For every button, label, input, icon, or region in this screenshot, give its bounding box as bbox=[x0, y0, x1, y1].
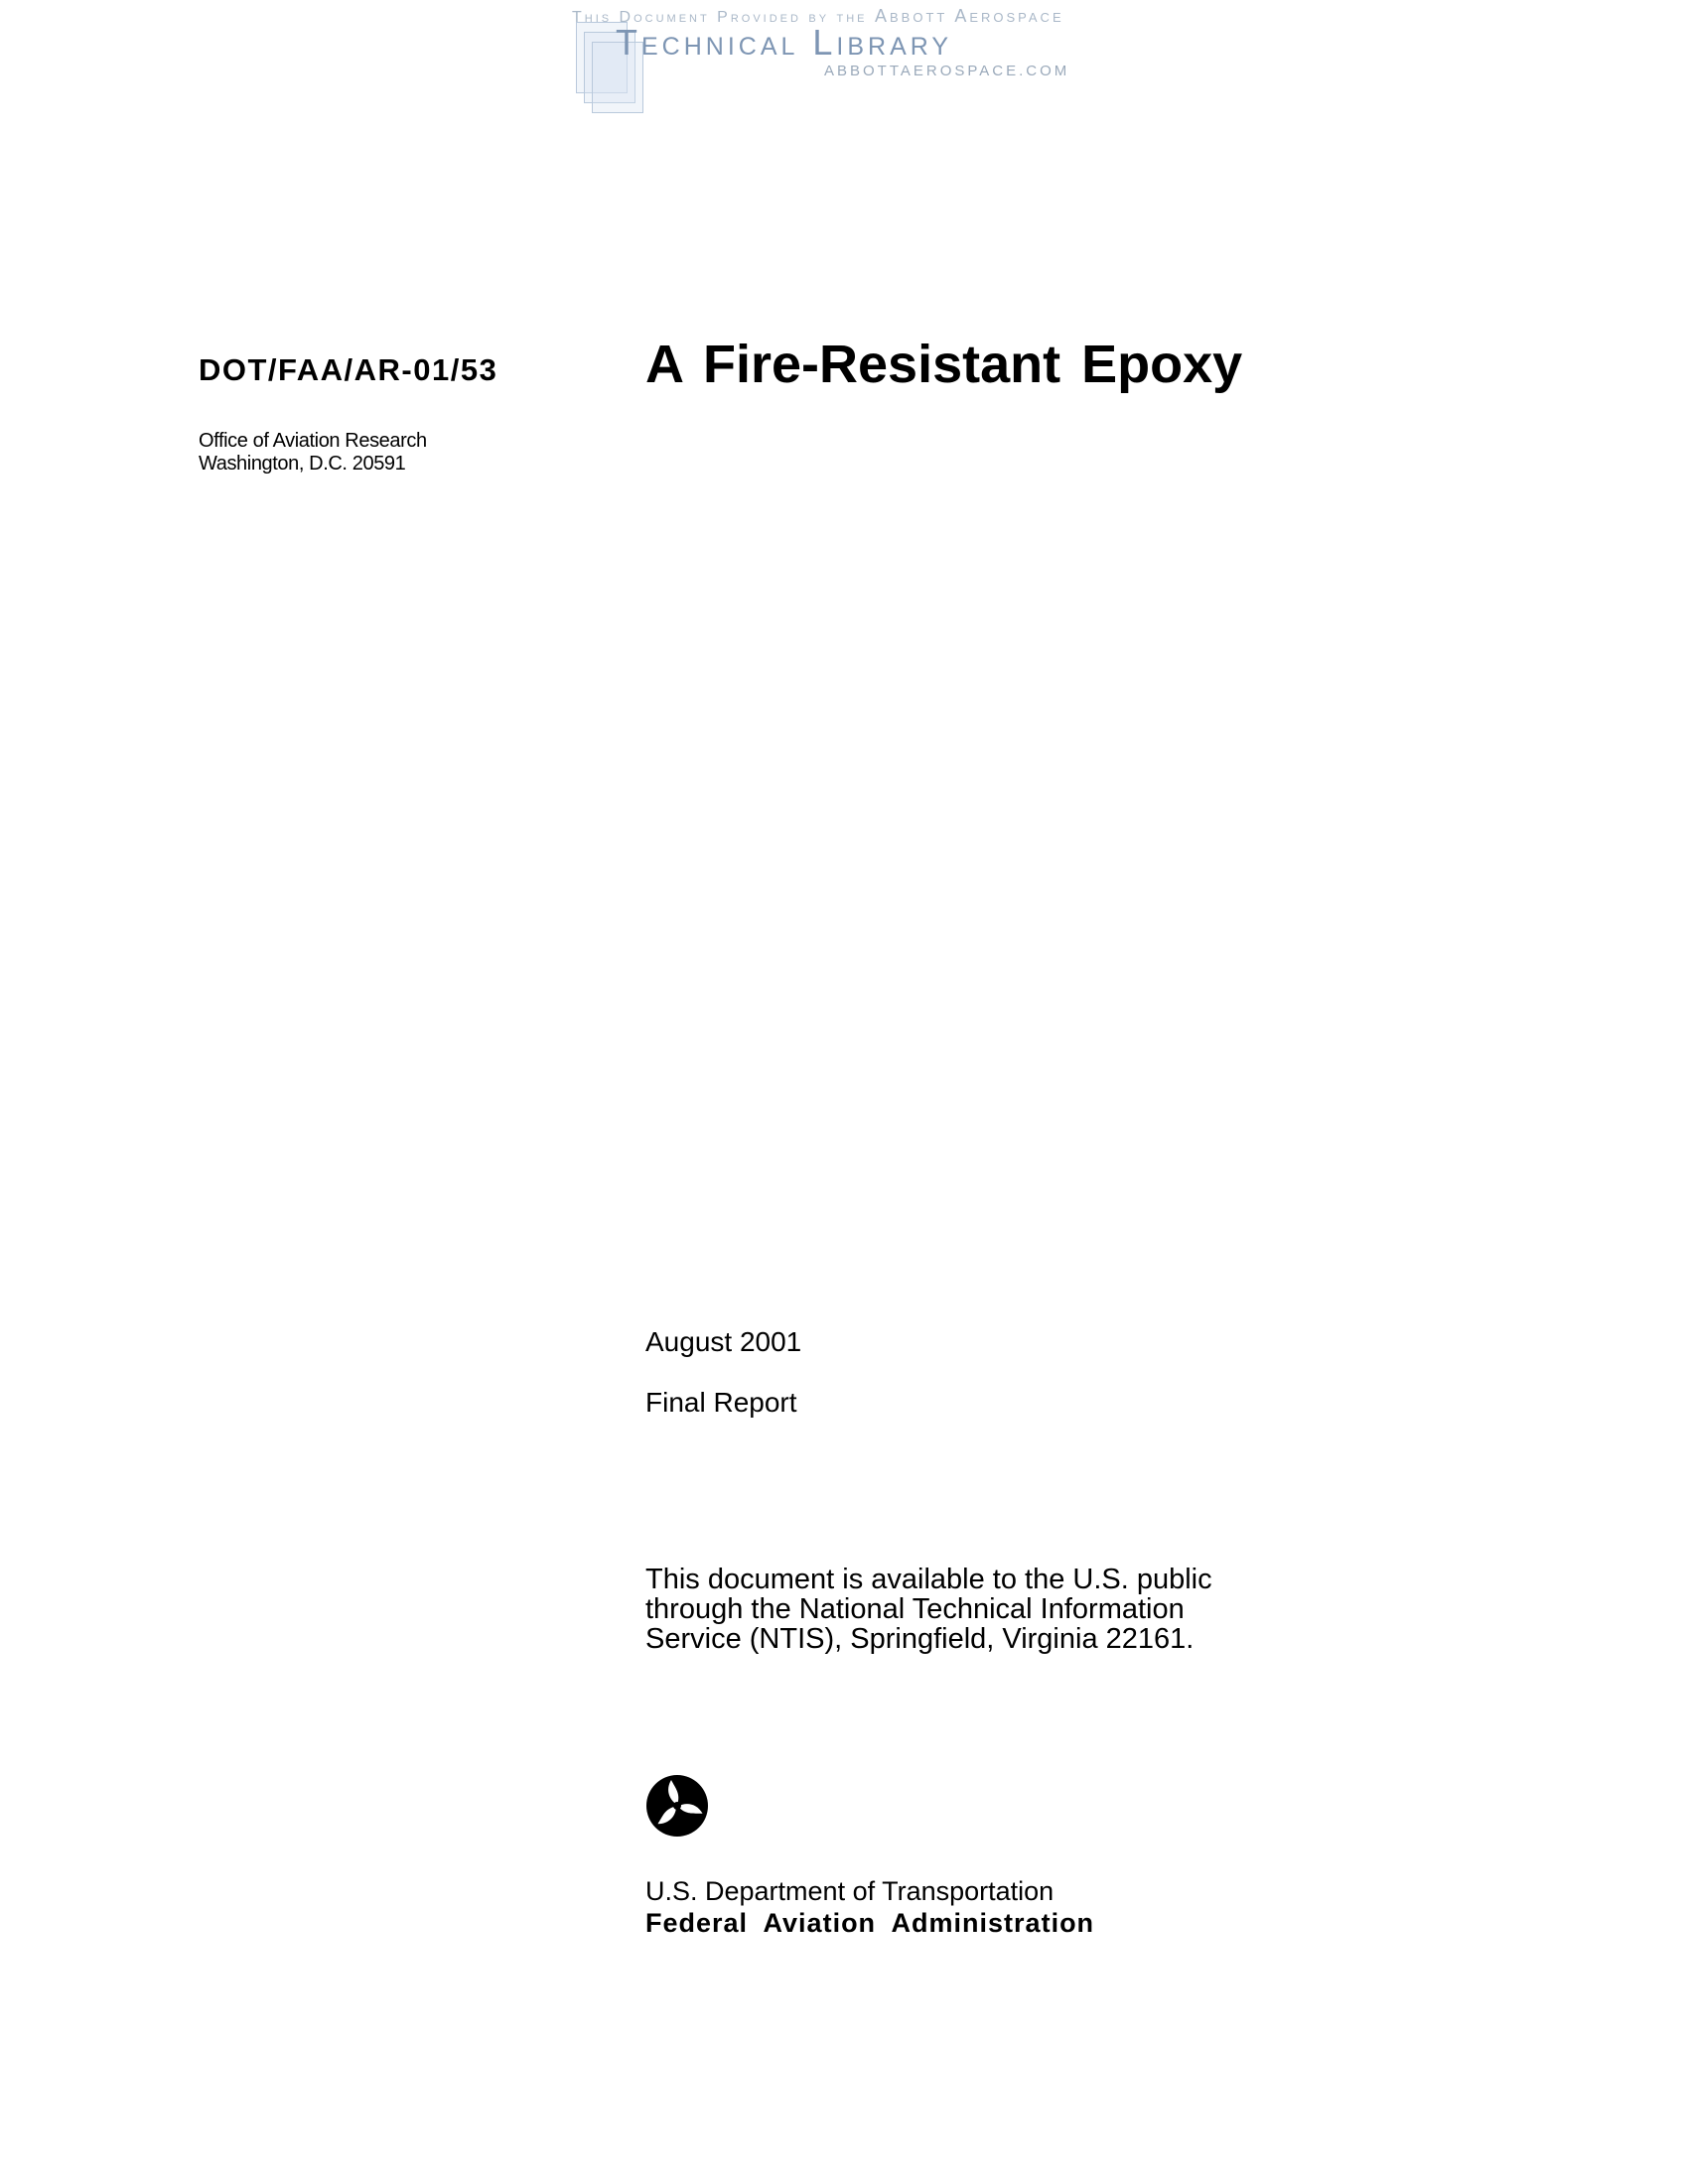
office-name: Office of Aviation Research bbox=[199, 430, 427, 452]
availability-line: Service (NTIS), Springfield, Virginia 22161. bbox=[645, 1623, 1195, 1655]
report-title: A Fire-Resistant Epoxy bbox=[645, 335, 1243, 394]
watermark-provided-by-text: This Document Provided by the bbox=[572, 9, 868, 26]
library-watermark bbox=[566, 4, 1082, 115]
office-city: Washington, D.C. 20591 bbox=[199, 453, 406, 475]
watermark-provider-name: Abbott Aerospace bbox=[874, 6, 1064, 26]
watermark-library-name: Technical Library bbox=[616, 22, 953, 63]
department-name: U.S. Department of Transportation bbox=[645, 1876, 1055, 1906]
watermark-website: ABBOTTAEROSPACE.COM bbox=[824, 63, 1070, 79]
office-address bbox=[199, 430, 427, 476]
agency-name: Federal Aviation Administration bbox=[645, 1908, 1095, 1938]
availability-line: through the National Technical Information bbox=[645, 1593, 1185, 1625]
report-date: August 2001 bbox=[645, 1326, 802, 1357]
dot-triskelion-icon bbox=[645, 1774, 709, 1838]
report-number: DOT/FAA/AR-01/53 bbox=[199, 352, 498, 387]
availability-notice bbox=[645, 1565, 1360, 1654]
availability-line: This document is available to the U.S. public bbox=[645, 1564, 1212, 1595]
report-type: Final Report bbox=[645, 1387, 797, 1418]
